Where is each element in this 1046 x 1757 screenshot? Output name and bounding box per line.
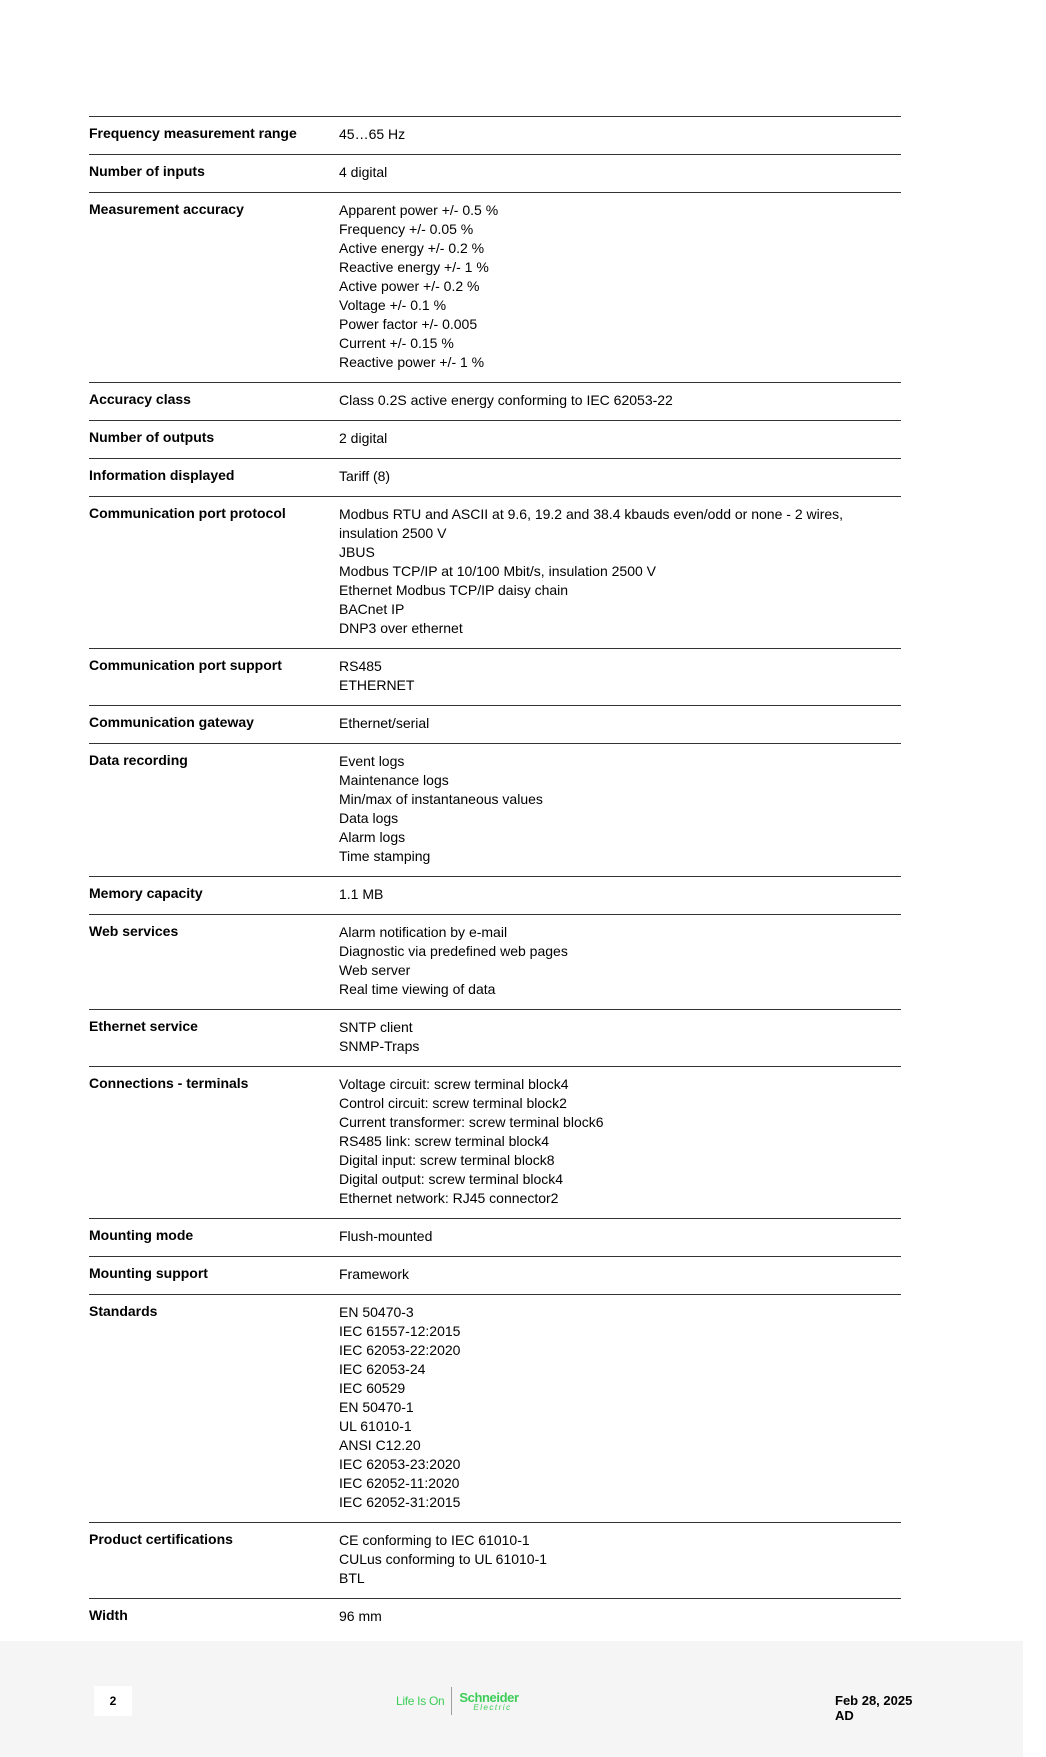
spec-value: Modbus RTU and ASCII at 9.6, 19.2 and 38.4 kbauds even/odd or none - 2 wires, insulation 2500 V: [339, 506, 844, 541]
spec-values: [339, 1226, 901, 1246]
spec-value: ANSI C12.20: [339, 1437, 421, 1453]
spec-label: Web services: [89, 923, 179, 939]
spec-value: Time stamping: [339, 848, 431, 864]
spec-label: Standards: [89, 1303, 158, 1319]
spec-value: Web server: [339, 962, 411, 978]
spec-value: IEC 60529: [339, 1380, 406, 1396]
spec-value: Ethernet Modbus TCP/IP daisy chain: [339, 582, 569, 598]
spec-value: Real time viewing of data: [339, 981, 496, 997]
spec-value: Ethernet network: RJ45 connector2: [339, 1190, 559, 1206]
spec-table: [89, 116, 901, 1636]
spec-values: [339, 922, 901, 999]
spec-row: [89, 648, 901, 705]
page-number: 2: [94, 1686, 132, 1716]
spec-value: Current transformer: screw terminal block6: [339, 1114, 604, 1130]
spec-label: Number of inputs: [89, 163, 205, 179]
spec-row: [89, 1218, 901, 1256]
spec-value: UL 61010-1: [339, 1418, 412, 1434]
spec-row: [89, 382, 901, 420]
brand-logo: [396, 1685, 519, 1717]
spec-values: [339, 390, 901, 410]
spec-row: [89, 1522, 901, 1598]
spec-label: Connections - terminals: [89, 1075, 249, 1091]
spec-value: IEC 62053-23:2020: [339, 1456, 461, 1472]
spec-value: Voltage circuit: screw terminal block4: [339, 1076, 569, 1092]
logo-wordmark: [452, 1691, 518, 1712]
spec-row: [89, 1256, 901, 1294]
spec-row: [89, 1066, 901, 1218]
spec-label: Frequency measurement range: [89, 125, 297, 141]
spec-value: Event logs: [339, 753, 405, 769]
spec-row: [89, 458, 901, 496]
spec-row: [89, 154, 901, 192]
spec-values: [339, 1302, 901, 1512]
spec-value: Alarm notification by e-mail: [339, 924, 508, 940]
spec-value: BTL: [339, 1570, 365, 1586]
spec-value: SNMP-Traps: [339, 1038, 420, 1054]
spec-row: [89, 705, 901, 743]
logo-brand-name: Schneider: [459, 1689, 519, 1705]
spec-row: [89, 743, 901, 876]
logo-brand-sub: Electric: [473, 1702, 512, 1712]
spec-value: IEC 61557-12:2015: [339, 1323, 461, 1339]
spec-row: [89, 116, 901, 154]
spec-value: 4 digital: [339, 164, 388, 180]
spec-row: [89, 1598, 901, 1636]
spec-value: Data logs: [339, 810, 399, 826]
spec-values: [339, 1530, 901, 1588]
spec-value: Active energy +/- 0.2 %: [339, 240, 485, 256]
footer-date: [835, 1693, 912, 1723]
spec-label: Product certifications: [89, 1531, 233, 1547]
spec-value: Ethernet/serial: [339, 715, 430, 731]
spec-value: Min/max of instantaneous values: [339, 791, 543, 807]
spec-values: [339, 504, 901, 638]
spec-row: [89, 914, 901, 1009]
footer-era-text: AD: [835, 1708, 854, 1723]
spec-value: EN 50470-1: [339, 1399, 414, 1415]
spec-value: JBUS: [339, 544, 375, 560]
spec-label: Memory capacity: [89, 885, 203, 901]
spec-value: IEC 62052-31:2015: [339, 1494, 461, 1510]
spec-value: Current +/- 0.15 %: [339, 335, 454, 351]
spec-value: Framework: [339, 1266, 410, 1282]
spec-label: Communication port support: [89, 657, 282, 673]
spec-row: [89, 192, 901, 382]
spec-value: Reactive power +/- 1 %: [339, 354, 485, 370]
spec-value: Class 0.2S active energy conforming to IEC 62053-22: [339, 392, 673, 408]
spec-values: [339, 1017, 901, 1056]
logo-tagline: Life Is On: [396, 1694, 445, 1708]
spec-label: Accuracy class: [89, 391, 191, 407]
spec-value: Alarm logs: [339, 829, 406, 845]
spec-label: Data recording: [89, 752, 188, 768]
spec-value: 2 digital: [339, 430, 388, 446]
spec-value: DNP3 over ethernet: [339, 620, 463, 636]
spec-label: Mounting support: [89, 1265, 208, 1281]
spec-label: Number of outputs: [89, 429, 215, 445]
spec-value: ETHERNET: [339, 677, 415, 693]
spec-values: [339, 200, 901, 372]
spec-label: Width: [89, 1607, 128, 1623]
spec-value: Power factor +/- 0.005: [339, 316, 478, 332]
spec-values: [339, 751, 901, 866]
spec-value: EN 50470-3: [339, 1304, 414, 1320]
spec-label: Communication gateway: [89, 714, 254, 730]
spec-value: Digital input: screw terminal block8: [339, 1152, 555, 1168]
spec-label: Information displayed: [89, 467, 235, 483]
spec-value: Apparent power +/- 0.5 %: [339, 202, 499, 218]
spec-label: Mounting mode: [89, 1227, 194, 1243]
spec-values: [339, 656, 901, 695]
spec-value: Diagnostic via predefined web pages: [339, 943, 568, 959]
spec-values: [339, 884, 901, 904]
spec-value: Frequency +/- 0.05 %: [339, 221, 474, 237]
spec-label: Ethernet service: [89, 1018, 198, 1034]
spec-value: Digital output: screw terminal block4: [339, 1171, 564, 1187]
spec-values: [339, 466, 901, 486]
spec-row: [89, 1009, 901, 1066]
spec-value: CE conforming to IEC 61010-1: [339, 1532, 530, 1548]
spec-row: [89, 420, 901, 458]
spec-value: 45…65 Hz: [339, 126, 406, 142]
spec-value: SNTP client: [339, 1019, 413, 1035]
spec-value: IEC 62052-11:2020: [339, 1475, 460, 1491]
spec-value: Control circuit: screw terminal block2: [339, 1095, 567, 1111]
spec-value: RS485 link: screw terminal block4: [339, 1133, 550, 1149]
spec-value: IEC 62053-22:2020: [339, 1342, 461, 1358]
spec-row: [89, 1294, 901, 1522]
spec-value: Tariff (8): [339, 468, 391, 484]
spec-value: RS485: [339, 658, 382, 674]
spec-values: [339, 713, 901, 733]
spec-values: [339, 1074, 901, 1208]
page-footer: [0, 1641, 1023, 1757]
spec-values: [339, 124, 901, 144]
spec-value: Flush-mounted: [339, 1228, 433, 1244]
spec-value: Maintenance logs: [339, 772, 449, 788]
spec-value: Modbus TCP/IP at 10/100 Mbit/s, insulation 2500 V: [339, 563, 657, 579]
spec-values: [339, 1264, 901, 1284]
spec-value: Reactive energy +/- 1 %: [339, 259, 489, 275]
spec-value: CULus conforming to UL 61010-1: [339, 1551, 548, 1567]
spec-values: [339, 428, 901, 448]
spec-value: Voltage +/- 0.1 %: [339, 297, 447, 313]
spec-values: [339, 162, 901, 182]
spec-value: 96 mm: [339, 1608, 382, 1624]
spec-value: 1.1 MB: [339, 886, 384, 902]
footer-date-text: Feb 28, 2025: [835, 1693, 913, 1708]
spec-value: IEC 62053-24: [339, 1361, 426, 1377]
spec-row: [89, 876, 901, 914]
spec-value: BACnet IP: [339, 601, 405, 617]
spec-label: Measurement accuracy: [89, 201, 244, 217]
spec-value: Active power +/- 0.2 %: [339, 278, 480, 294]
spec-values: [339, 1606, 901, 1626]
spec-row: [89, 496, 901, 648]
spec-label: Communication port protocol: [89, 505, 286, 521]
